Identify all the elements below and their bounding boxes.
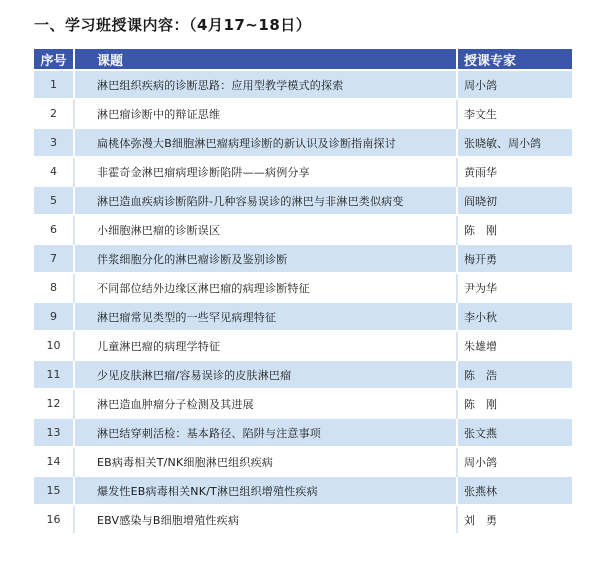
row-expert: 尹为华 (457, 273, 572, 302)
row-expert: 梅开勇 (457, 244, 572, 273)
row-number: 15 (34, 476, 74, 505)
table-row (34, 447, 572, 476)
row-topic: 非霍奇金淋巴瘤病理诊断陷阱——病例分享 (74, 157, 457, 186)
row-number: 1 (34, 70, 74, 99)
section-heading: 一、学习班授课内容：（4月17~18日） (34, 16, 312, 34)
row-number: 10 (34, 331, 74, 360)
row-number: 12 (34, 389, 74, 418)
table-body (34, 70, 572, 533)
row-number: 9 (34, 302, 74, 331)
table-row (34, 331, 572, 360)
course-schedule-table (34, 49, 572, 533)
table-row (34, 389, 572, 418)
row-topic: 伴浆细胞分化的淋巴瘤诊断及鉴别诊断 (74, 244, 457, 273)
table-row (34, 302, 572, 331)
row-topic: 少见皮肤淋巴瘤/容易误诊的皮肤淋巴瘤 (74, 360, 457, 389)
row-number: 14 (34, 447, 74, 476)
row-number: 13 (34, 418, 74, 447)
row-number: 16 (34, 505, 74, 533)
table-row (34, 99, 572, 128)
row-expert: 陈 刚 (457, 215, 572, 244)
table-row (34, 273, 572, 302)
row-expert: 张文燕 (457, 418, 572, 447)
row-topic: EBV感染与B细胞增殖性疾病 (74, 505, 457, 533)
row-number: 11 (34, 360, 74, 389)
row-topic: 儿童淋巴瘤的病理学特征 (74, 331, 457, 360)
row-number: 4 (34, 157, 74, 186)
row-number: 7 (34, 244, 74, 273)
row-number: 3 (34, 128, 74, 157)
row-expert: 周小鸽 (457, 447, 572, 476)
header-topic: 课题 (74, 49, 457, 70)
table-row (34, 505, 572, 533)
row-topic: 扁桃体弥漫大B细胞淋巴瘤病理诊断的新认识及诊断指南探讨 (74, 128, 457, 157)
row-expert: 朱雄增 (457, 331, 572, 360)
row-number: 2 (34, 99, 74, 128)
row-number: 6 (34, 215, 74, 244)
table-row (34, 476, 572, 505)
table-row (34, 128, 572, 157)
row-number: 5 (34, 186, 74, 215)
row-topic: 不同部位结外边缘区淋巴瘤的病理诊断特征 (74, 273, 457, 302)
row-topic: 小细胞淋巴瘤的诊断误区 (74, 215, 457, 244)
row-topic: 淋巴造血疾病诊断陷阱-几种容易误诊的淋巴与非淋巴类似病变 (74, 186, 457, 215)
row-topic: EB病毒相关T/NK细胞淋巴组织疾病 (74, 447, 457, 476)
row-topic: 爆发性EB病毒相关NK/T淋巴组织增殖性疾病 (74, 476, 457, 505)
table-header (34, 49, 572, 70)
table-row (34, 244, 572, 273)
table-row (34, 360, 572, 389)
row-expert: 陈 刚 (457, 389, 572, 418)
header-expert: 授课专家 (457, 49, 572, 70)
row-topic: 淋巴组织疾病的诊断思路：应用型教学模式的探索 (74, 70, 457, 99)
row-expert: 李小秋 (457, 302, 572, 331)
header-row (34, 49, 572, 70)
row-expert: 刘 勇 (457, 505, 572, 533)
table-row (34, 418, 572, 447)
table-row (34, 157, 572, 186)
table-row (34, 215, 572, 244)
table-row (34, 186, 572, 215)
row-expert: 张晓敏、周小鸽 (457, 128, 572, 157)
row-expert: 黄雨华 (457, 157, 572, 186)
row-expert: 周小鸽 (457, 70, 572, 99)
row-topic: 淋巴造血肿瘤分子检测及其进展 (74, 389, 457, 418)
table-row (34, 70, 572, 99)
row-number: 8 (34, 273, 74, 302)
row-topic: 淋巴瘤常见类型的一些罕见病理特征 (74, 302, 457, 331)
row-topic: 淋巴瘤诊断中的辩证思维 (74, 99, 457, 128)
row-expert: 陈 浩 (457, 360, 572, 389)
header-number: 序号 (34, 49, 74, 70)
row-topic: 淋巴结穿刺活检：基本路径、陷阱与注意事项 (74, 418, 457, 447)
row-expert: 张燕林 (457, 476, 572, 505)
row-expert: 阎晓初 (457, 186, 572, 215)
row-expert: 李文生 (457, 99, 572, 128)
